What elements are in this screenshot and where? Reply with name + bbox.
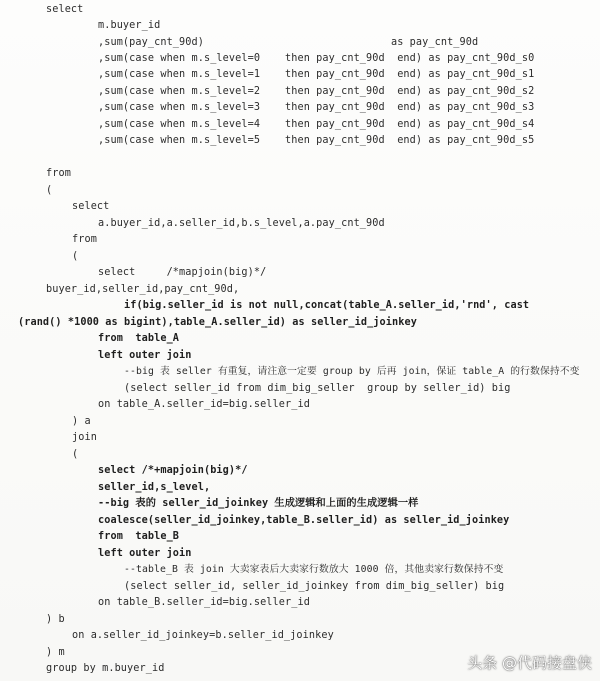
code-line: ,sum(case when m.s_level=0 then pay_cnt_90d end) as pay_cnt_90d_s0 — [98, 53, 535, 64]
code-comment: --big 表的 seller_id_joinkey 生成逻辑和上面的生成逻辑一样 — [98, 498, 419, 509]
code-line: on table_B.seller_id=big.seller_id — [98, 597, 310, 608]
code-line: ,sum(case when m.s_level=3 then pay_cnt_90d end) as pay_cnt_90d_s3 — [98, 102, 535, 113]
code-line: (select seller_id from dim_big_seller group by seller_id) big — [124, 383, 511, 394]
code-line: join — [72, 432, 97, 443]
code-line: ,sum(case when m.s_level=2 then pay_cnt_90d end) as pay_cnt_90d_s2 — [98, 86, 535, 97]
code-line: seller_id,s_level, — [98, 482, 211, 493]
watermark-text: 头条 @代码接盘侠 — [467, 654, 592, 672]
code-comment: --table_B 表 join 大卖家表后大卖家行数放大 1000 倍，其他卖家行数保持不变 — [124, 564, 504, 575]
code-line: ,sum(case when m.s_level=4 then pay_cnt_90d end) as pay_cnt_90d_s4 — [98, 119, 535, 130]
code-line: left outer join — [98, 548, 192, 559]
code-line: (rand() *1000 as bigint),table_A.seller_id) as seller_id_joinkey — [18, 317, 417, 328]
code-line: left outer join — [98, 350, 192, 361]
code-line: from table_B — [98, 531, 180, 542]
code-line: ,sum(case when m.s_level=5 then pay_cnt_90d end) as pay_cnt_90d_s5 — [98, 135, 535, 146]
code-line: select /*+mapjoin(big)*/ — [98, 465, 248, 476]
code-line: on a.seller_id_joinkey=b.seller_id_joinkey — [72, 630, 334, 641]
code-line: if(big.seller_id is not null,concat(table_A.seller_id,'rnd', cast — [124, 300, 530, 311]
code-line: ) m — [46, 647, 65, 658]
code-line: coalesce(seller_id_joinkey,table_B.seller_id) as seller_id_joinkey — [98, 515, 510, 526]
code-line: (select seller_id, seller_id_joinkey from dim_big_seller) big — [124, 581, 505, 592]
code-line: ,sum(case when m.s_level=1 then pay_cnt_90d end) as pay_cnt_90d_s1 — [98, 69, 535, 80]
code-line: from — [72, 234, 97, 245]
watermark — [467, 652, 592, 673]
code-line: m.buyer_id — [98, 20, 161, 31]
code-line: from table_A — [98, 333, 180, 344]
code-line: ( — [72, 251, 79, 262]
code-line: select /*mapjoin(big)*/ — [98, 267, 267, 278]
code-line: select — [46, 4, 84, 15]
code-line: ) b — [46, 614, 65, 625]
code-line: group by m.buyer_id — [46, 663, 165, 674]
code-line: ,sum(pay_cnt_90d) as pay_cnt_90d — [98, 37, 479, 48]
code-line: ( — [72, 449, 79, 460]
code-comment: --big 表 seller 有重复，请注意一定要 group by 后再 join，保证 table_A 的行数保持不变 — [124, 366, 580, 377]
code-line: from — [46, 168, 71, 179]
code-line: select — [72, 201, 110, 212]
code-line: a.buyer_id,a.seller_id,b.s_level,a.pay_cnt_90d — [98, 218, 385, 229]
code-line: ( — [46, 185, 53, 196]
code-line: ) a — [72, 416, 91, 427]
code-line: buyer_id,seller_id,pay_cnt_90d, — [46, 284, 240, 295]
code-line: on table_A.seller_id=big.seller_id — [98, 399, 310, 410]
